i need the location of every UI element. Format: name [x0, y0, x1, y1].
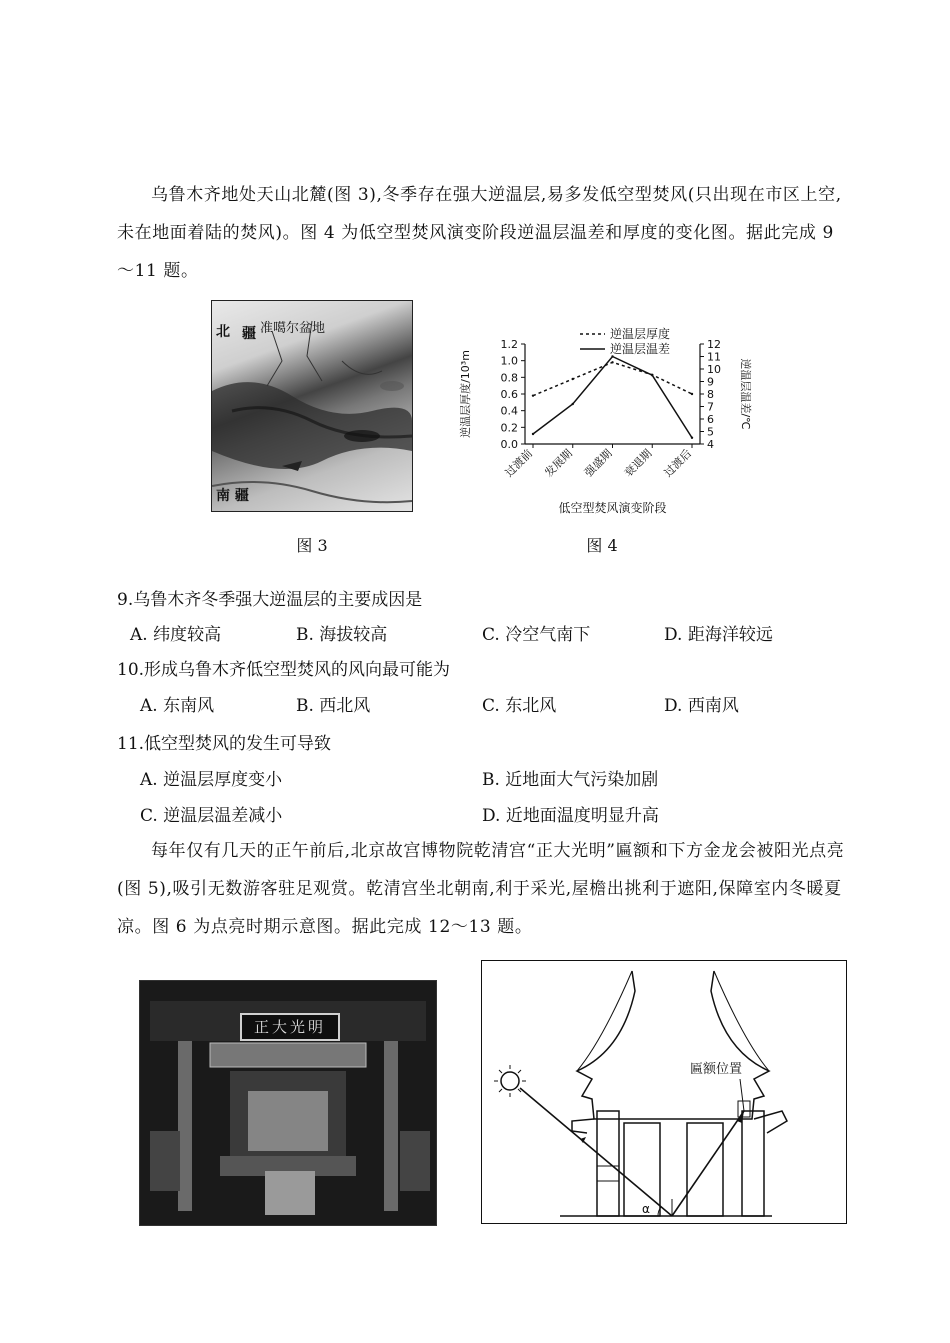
- question-10-option-c[interactable]: C. 东北风: [482, 696, 557, 716]
- series-line-1: [533, 362, 692, 395]
- map-label-south: 南 疆: [216, 488, 249, 504]
- figure-6-diagram: [481, 960, 847, 1224]
- y-left-label: 逆温层厚度/10³m: [459, 350, 472, 438]
- question-9-option-a[interactable]: A. 纬度较高: [130, 625, 222, 645]
- reflected-ray: [672, 1111, 744, 1216]
- right-tick-label: 8: [707, 388, 714, 401]
- series-2-point: [651, 374, 653, 376]
- question-11-stem: 11.低空型焚风的发生可导致: [117, 734, 332, 754]
- map-label-north: 北: [216, 324, 230, 340]
- right-tick-label: 9: [707, 375, 714, 389]
- series-1-point: [611, 361, 613, 363]
- column-right: [742, 1111, 764, 1216]
- question-11-option-c[interactable]: C. 逆温层温差减小: [140, 806, 283, 826]
- question-11-option-b[interactable]: B. 近地面大气污染加剧: [482, 770, 659, 790]
- figure-4-chart: [455, 322, 755, 537]
- question-11-option-a[interactable]: A. 逆温层厚度变小: [140, 770, 283, 790]
- roof-outline: [577, 971, 769, 1119]
- left-tick-label: 1.2: [500, 338, 518, 351]
- question-9-stem: 9.乌鲁木齐冬季强大逆温层的主要成因是: [117, 590, 423, 610]
- figure-4-caption: 图 4: [586, 536, 618, 555]
- left-tick-label: 1.0: [500, 354, 518, 368]
- question-10-option-a[interactable]: A. 东南风: [140, 696, 215, 716]
- left-tick-label: 0.6: [500, 388, 518, 401]
- series-2-point: [572, 403, 574, 405]
- right-tick-label: 12: [707, 338, 721, 351]
- plaque-position-label: 匾额位置: [690, 1062, 743, 1077]
- map-label-north-2: 疆: [242, 326, 256, 342]
- x-axis-label: 低空型焚风演变阶段: [558, 501, 667, 515]
- figure-3-map: [211, 300, 413, 512]
- alpha-label: α: [642, 1202, 650, 1216]
- series-2-point: [532, 433, 534, 435]
- sun-icon: [501, 1072, 519, 1090]
- right-tick-label: 5: [707, 425, 714, 439]
- question-10-option-d[interactable]: D. 西南风: [664, 696, 739, 716]
- palace-plaque: 正大光明: [240, 1013, 340, 1041]
- figure-5-photo: [139, 980, 437, 1226]
- column-left: [597, 1111, 619, 1216]
- question-11-option-d[interactable]: D. 近地面温度明显升高: [482, 806, 659, 826]
- intro-paragraph-1: 乌鲁木齐地处天山北麓(图 3),冬季存在强大逆温层,易多发低空型焚风(只出现在市区上空,未在地面着陆的焚风)。图 4 为低空型焚风演变阶段逆温层温差和厚度的变化图。据此完成 9～11 题。: [117, 185, 842, 281]
- legend-label-1: 逆温层厚度: [610, 327, 671, 341]
- question-10-option-b[interactable]: B. 西北风: [296, 696, 371, 716]
- legend-label-2: 逆温层温差: [610, 342, 671, 356]
- left-tick-label: 0.8: [500, 371, 518, 385]
- left-tick-label: 0.0: [500, 438, 518, 451]
- right-tick-label: 4: [707, 438, 714, 451]
- door-right: [687, 1123, 723, 1216]
- series-line-2: [533, 357, 692, 438]
- series-1-point: [691, 393, 693, 395]
- figure-3-caption: 图 3: [296, 536, 328, 555]
- x-tick-label: 强盛期: [582, 446, 615, 480]
- palace-sunlight-diagram: [482, 961, 846, 1223]
- x-tick-label: 衰退期: [621, 446, 655, 480]
- x-tick-label: 过渡前: [502, 446, 536, 480]
- question-9-option-b[interactable]: B. 海拔较高: [296, 625, 388, 645]
- incident-ray: [520, 1088, 672, 1216]
- x-tick-label: 发展期: [542, 446, 575, 480]
- series-1-point: [532, 394, 534, 396]
- map-label-basin: 准噶尔盆地: [260, 321, 326, 336]
- question-10-stem: 10.形成乌鲁木齐低空型焚风的风向最可能为: [117, 660, 451, 680]
- intro-paragraph-2: 每年仅有几天的正午前后,北京故宫博物院乾清宫“正大光明”匾额和下方金龙会被阳光点亮(图 5),吸引无数游客驻足观赏。乾清宫坐北朝南,利于采光,屋檐出挑利于遮阳,保障室内冬暖夏凉。图 6 为点亮时期示意图。据此完成 12～13 题。: [117, 841, 845, 937]
- series-1-point: [572, 378, 574, 380]
- x-tick-label: 过渡后: [661, 446, 695, 480]
- question-9-option-c[interactable]: C. 冷空气南下: [482, 625, 591, 645]
- series-2-point: [691, 437, 693, 439]
- right-tick-label: 6: [707, 413, 714, 426]
- y-right-label: 逆温层温差/℃: [739, 358, 752, 430]
- right-tick-label: 11: [707, 350, 721, 364]
- left-tick-label: 0.4: [500, 404, 518, 418]
- right-tick-label: 10: [707, 363, 721, 376]
- right-tick-label: 7: [707, 400, 714, 414]
- left-tick-label: 0.2: [500, 421, 518, 435]
- question-9-option-d[interactable]: D. 距海洋较远: [664, 625, 773, 645]
